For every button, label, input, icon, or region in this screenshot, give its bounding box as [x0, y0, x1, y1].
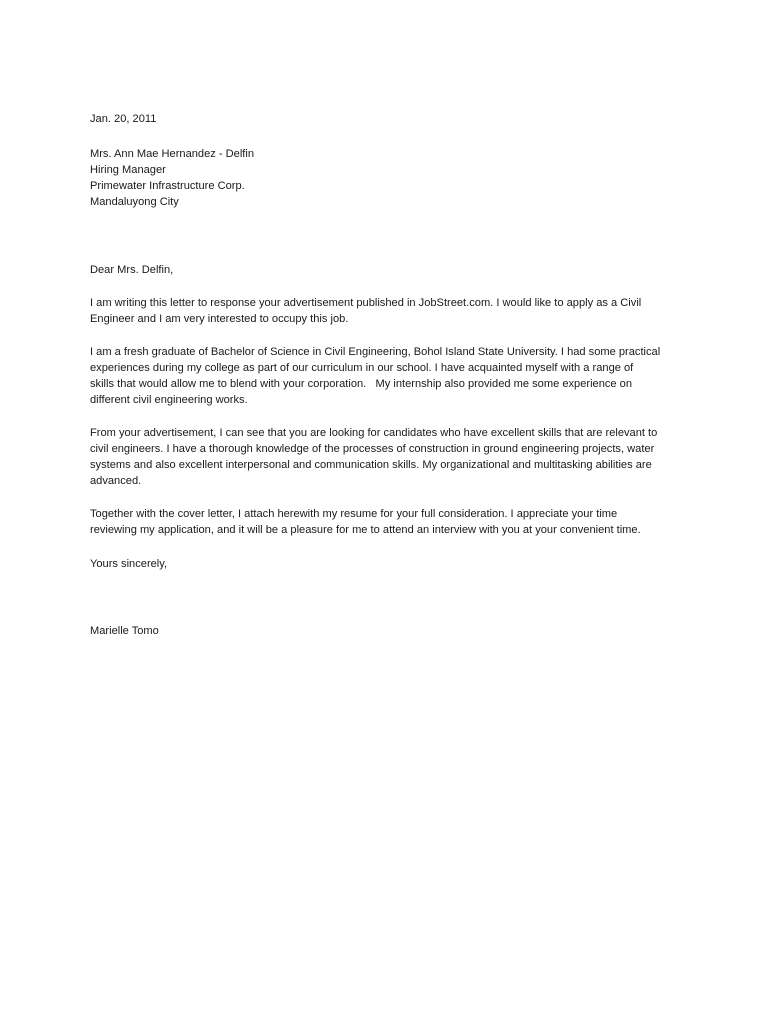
- paragraph-4: [90, 506, 690, 538]
- paragraph-line: advanced.: [90, 475, 142, 487]
- recipient-address: [90, 146, 690, 210]
- recipient-company: Primewater Infrastructure Corp.: [90, 180, 245, 192]
- paragraph-line: I am a fresh graduate of Bachelor of Science in Civil Engineering, Bohol Island State University. I had some practical: [90, 346, 661, 358]
- paragraph-line: skills that would allow me to blend with your corporation. My internship also provided me some experience on: [90, 378, 633, 390]
- paragraph-line: reviewing my application, and it will be a pleasure for me to attend an interview with you at your convenient time.: [90, 524, 641, 536]
- salutation-text: Dear Mrs. Delfin,: [90, 264, 174, 276]
- paragraph-1: [90, 295, 690, 327]
- salutation: [90, 262, 690, 278]
- paragraph-line: experiences during my college as part of our curriculum in our school. I have acquainted myself with a range of: [90, 362, 634, 374]
- signature-name: Marielle Tomo: [90, 625, 159, 637]
- paragraph-2: [90, 344, 690, 408]
- paragraph-line: Together with the cover letter, I attach herewith my resume for your full consideration. I appreciate your time: [90, 508, 618, 520]
- signature: [90, 623, 690, 639]
- date-text: Jan. 20, 2011: [90, 113, 157, 125]
- closing: [90, 556, 690, 572]
- closing-text: Yours sincerely,: [90, 558, 168, 570]
- recipient-title: Hiring Manager: [90, 164, 166, 176]
- recipient-city: Mandaluyong City: [90, 196, 179, 208]
- paragraph-line: Engineer and I am very interested to occupy this job.: [90, 313, 349, 325]
- paragraph-line: I am writing this letter to response your advertisement published in JobStreet.com. I would like to apply as a Civil: [90, 297, 642, 309]
- paragraph-3: [90, 425, 690, 489]
- paragraph-line: different civil engineering works.: [90, 394, 248, 406]
- paragraph-line: systems and also excellent interpersonal and communication skills. My organizational and multitasking abilities are: [90, 459, 652, 471]
- paragraph-line: From your advertisement, I can see that you are looking for candidates who have excellent skills that are relevant to: [90, 427, 658, 439]
- recipient-name: Mrs. Ann Mae Hernandez - Delfin: [90, 148, 255, 160]
- paragraph-line: civil engineers. I have a thorough knowledge of the processes of construction in ground engineering projects, water: [90, 443, 655, 455]
- letter-date: [90, 111, 690, 127]
